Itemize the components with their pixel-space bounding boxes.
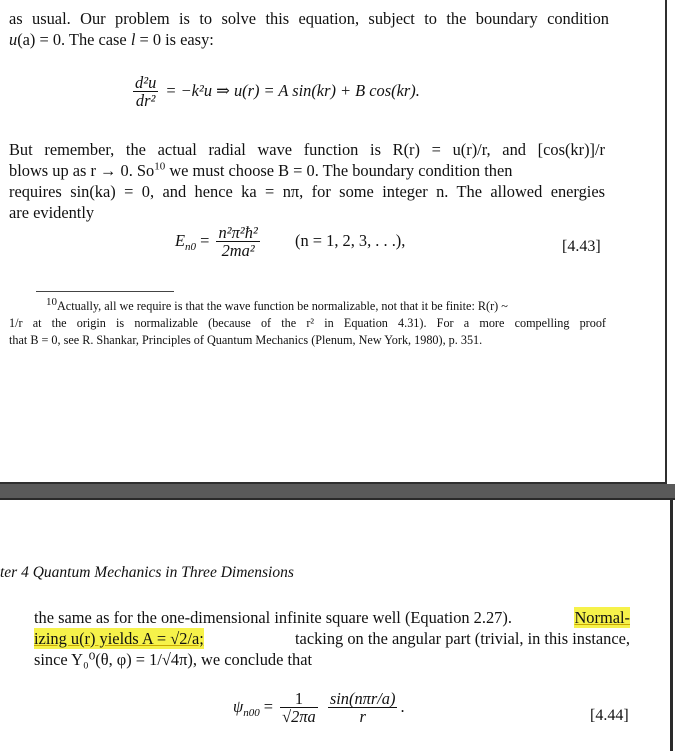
text-line: requires sin(ka) = 0, and hence ka = nπ, for some integer n. The allowed energies: [9, 182, 605, 201]
derivative-fraction: [133, 74, 158, 110]
equation-number: [4.44]: [590, 707, 629, 724]
text-line: [9, 160, 605, 181]
fraction-denominator: dr²: [135, 91, 156, 110]
equation-radial-solution: [130, 74, 420, 110]
text-span: = 0 is easy:: [135, 30, 214, 49]
footnote-divider: [36, 291, 174, 292]
text-line: are evidently: [9, 203, 95, 222]
highlighted-text[interactable]: izing u(r) yields A = √2/a;: [34, 629, 204, 648]
fraction-numerator: n²π²ħ²: [218, 223, 258, 242]
text-line: as usual. Our problem is to solve this equation, subject to the boundary condition: [9, 9, 609, 28]
fraction-denominator: r: [359, 707, 366, 726]
fraction-numerator: 1: [280, 690, 318, 708]
text-span: tacking on the angular part (trivial, in this instance,: [295, 629, 630, 648]
footnote-line: [9, 295, 606, 315]
paragraph-radial-wavefunction: [9, 139, 605, 223]
footnote-line: 1/r at the origin is normalizable (because of the r² in Equation 4.31). For a more compelling proof: [9, 316, 606, 330]
page-gap: [0, 484, 675, 498]
var-l: l: [130, 30, 136, 49]
normalization-fraction: [280, 690, 318, 726]
text-span: we must choose B = 0. The boundary condition then: [165, 161, 513, 180]
text-span: the same as for the one-dimensional infinite square well (Equation 2.27).: [34, 608, 512, 627]
text-span: Actually, all we require is that the wave function be normalizable, not that it be finite: R(r) ~: [57, 299, 508, 313]
text-span: blows up as r → 0. So: [9, 161, 155, 180]
text-span: [9, 160, 512, 181]
equation-rhs: = −k²u ⇒ u(r) = A sin(kr) + B cos(kr).: [165, 80, 420, 100]
equation-number: [4.43]: [562, 238, 601, 255]
psi-subscript: n00: [243, 707, 260, 720]
equation-condition: (n = 1, 2, 3, . . .),: [295, 230, 406, 250]
fraction-denominator: 2ma²: [221, 241, 255, 260]
energy-fraction: [216, 224, 259, 260]
footnote: [9, 295, 606, 349]
equation-wavefunction: $\psi_{n00}$ = $\frac{1}{√2\pi a}$ $\frac{\text{sin(nπr/a)}}{r}$ .: [233, 689, 405, 726]
sine-fraction: [328, 690, 398, 726]
running-header: ter 4 Quantum Mechanics in Three Dimensions: [0, 564, 294, 581]
fraction-denominator: √2πa: [282, 707, 316, 726]
paragraph-normalization: [34, 607, 630, 670]
text-line: But remember, the actual radial wave function is R(r) = u(r)/r, and [cos(kr)]/r: [9, 140, 605, 159]
psi-symbol: ψ: [233, 696, 244, 716]
fraction-numerator: sin(nπr/a): [329, 689, 396, 708]
text-span: (a) = 0. The case: [17, 30, 131, 49]
fraction-numerator: d²u: [135, 73, 157, 92]
lower-page: [0, 500, 673, 751]
footnote-ref[interactable]: 10: [154, 160, 166, 173]
text-line: [34, 607, 630, 628]
footnote-line: that B = 0, see R. Shankar, Principles of Quantum Mechanics (Plenum, New York, 1980), p. 351.: [9, 333, 483, 347]
text-line: [34, 628, 630, 649]
paragraph-boundary-condition: [9, 8, 609, 50]
energy-subscript: n0: [185, 241, 197, 254]
text-line: [9, 29, 609, 50]
equation-energies: $E_{n0}$ = $\frac{\text{n²π²ħ²}}{\text{2ma²}}$ (n = 1, 2, 3, . . .),: [175, 223, 406, 260]
energy-symbol: E: [175, 230, 186, 250]
var-u: u: [9, 30, 18, 49]
text-line: since Y₀⁰(θ, φ) = 1/√4π), we conclude that: [34, 650, 313, 669]
footnote-mark: 10: [46, 295, 57, 308]
highlighted-text[interactable]: Normal-: [574, 608, 630, 627]
